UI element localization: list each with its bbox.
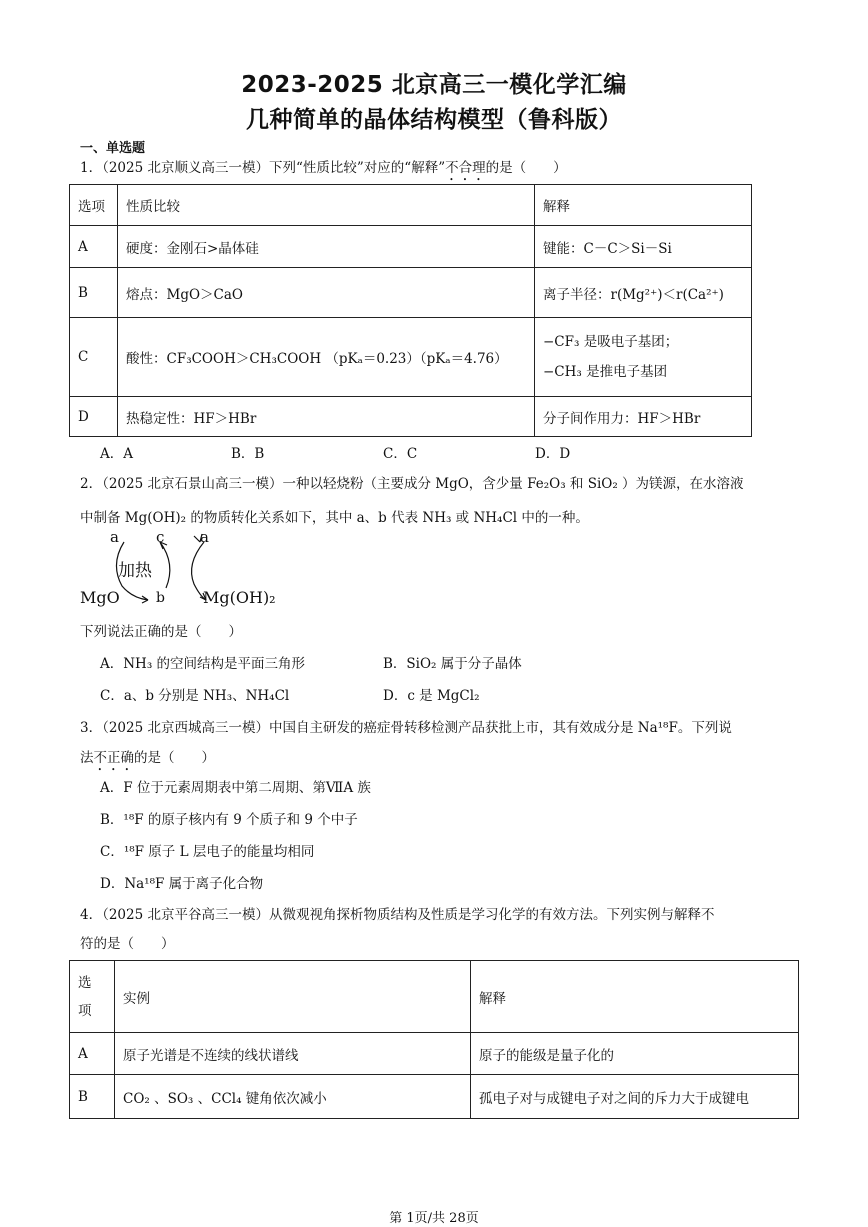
q1-stem: [80, 156, 567, 184]
table-header-cell: 解释: [471, 961, 799, 1033]
table-cell-option: B: [70, 268, 118, 318]
q1-choice-c[interactable]: C．C: [383, 446, 418, 462]
q2-stem-line2: 中制备 Mg(OH)₂ 的物质转化关系如下，其中 a、b 代表 NH₃ 或 NH₄Cl 中的一种。: [80, 510, 589, 526]
label-mgo: MgO: [80, 588, 120, 607]
explanation-line: −CH₃ 是推电子基团: [543, 364, 668, 380]
table-row: [70, 1075, 799, 1119]
q3-stem-line1: 3．（2025 北京西城高三一模）中国自主研发的癌症骨转移检测产品获批上市，其有效成分是 Na¹⁸F。下列说: [80, 720, 732, 736]
q2-choice-d[interactable]: D．c 是 MgCl₂: [383, 688, 480, 704]
label-mgoh2: Mg(OH)₂: [203, 588, 276, 607]
table-cell-option: A: [70, 226, 118, 268]
q3-stem-text: 法: [80, 750, 94, 766]
q1-stem-text: 1．（2025 北京顺义高三一模）下列“性质比较”对应的“解释”: [80, 160, 446, 176]
q2-choice-b[interactable]: B．SiO₂ 属于分子晶体: [383, 656, 522, 672]
label-c: c: [156, 528, 165, 546]
table-cell-example: 原子光谱是不连续的线状谱线: [115, 1033, 471, 1075]
table-cell-property: 酸性：CF₃COOH＞CH₃COOH （pKₐ＝0.23）（pKₐ＝4.76）: [118, 318, 535, 397]
q1-stem-tail: 的是（ ）: [485, 160, 567, 176]
table-cell-property: 热稳定性：HF＞HBr: [118, 397, 535, 437]
label-b: b: [156, 590, 165, 606]
q1-choice-a[interactable]: A．A: [100, 446, 133, 462]
table-cell-explanation: 离子半径：r(Mg²⁺)＜r(Ca²⁺): [535, 268, 752, 318]
q3-choice-c[interactable]: C．¹⁸F 原子 L 层电子的能量均相同: [100, 844, 315, 860]
table-cell-example: CO₂ 、SO₃ 、CCl₄ 键角依次减小: [115, 1075, 471, 1119]
q2-question: 下列说法正确的是（ ）: [80, 624, 242, 640]
table-cell-option: D: [70, 397, 118, 437]
q2-choice-c[interactable]: C．a、b 分别是 NH₃、NH₄Cl: [100, 688, 290, 704]
q3-stem-line2: [80, 746, 215, 774]
q1-table: [69, 184, 752, 437]
table-cell-option: C: [70, 318, 118, 397]
explanation-line: −CF₃ 是吸电子基团；: [543, 334, 679, 350]
q3-choice-a[interactable]: A．F 位于元素周期表中第二周期、第ⅦA 族: [100, 780, 371, 796]
table-row: [70, 226, 752, 268]
table-cell-option: B: [70, 1075, 115, 1119]
q1-choice-d[interactable]: D．D: [535, 446, 571, 462]
q4-table: [69, 960, 799, 1119]
table-row: [70, 397, 752, 437]
table-cell-explanation: 孤电子对与成键电子对之间的斥力大于成键电: [471, 1075, 799, 1119]
q4-stem-line2: 符的是（ ）: [80, 936, 175, 952]
label-a-left: a: [110, 528, 119, 546]
q3-stem-emphasis: 不正确: [93, 750, 134, 766]
table-row: [70, 1033, 799, 1075]
table-cell-explanation: 分子间作用力：HF＞HBr: [535, 397, 752, 437]
header-opt-line: 选: [78, 974, 92, 991]
table-header-cell: 解释: [535, 185, 752, 226]
q3-choice-d[interactable]: D．Na¹⁸F 属于离子化合物: [100, 876, 264, 892]
header-opt-line: 项: [78, 1002, 92, 1019]
table-header-row: [70, 961, 799, 1033]
table-cell-property: 硬度：金刚石>晶体硅: [118, 226, 535, 268]
table-cell-option: A: [70, 1033, 115, 1075]
q4-stem-line1: 4．（2025 北京平谷高三一模）从微观视角探析物质结构及性质是学习化学的有效方法。下列实例与解释不: [80, 907, 715, 923]
page-footer: 第 1页/共 28页: [389, 1211, 479, 1226]
table-header-cell: 实例: [115, 961, 471, 1033]
table-header-cell: [70, 961, 115, 1033]
page-subtitle: 几种简单的晶体结构模型（鲁科版）: [246, 107, 622, 133]
label-a-right: a: [200, 528, 209, 546]
table-row: [70, 268, 752, 318]
reaction-diagram: [76, 528, 286, 612]
q2-choice-a[interactable]: A．NH₃ 的空间结构是平面三角形: [100, 656, 306, 672]
q1-stem-emphasis: 不合理: [445, 160, 486, 176]
table-cell-property: 熔点：MgO＞CaO: [118, 268, 535, 318]
table-cell-explanation: 键能：C－C＞Si－Si: [535, 226, 752, 268]
table-header-cell: 选项: [70, 185, 118, 226]
table-cell-explanation: [535, 318, 752, 397]
table-row: [70, 318, 752, 397]
q2-stem-line1: 2．（2025 北京石景山高三一模）一种以轻烧粉（主要成分 MgO，含少量 Fe₂O₃ 和 SiO₂ ）为镁源，在水溶液: [80, 476, 744, 492]
label-heat: 加热: [118, 561, 152, 581]
table-header-cell: 性质比较: [118, 185, 535, 226]
table-header-row: [70, 185, 752, 226]
q1-choice-b[interactable]: B．B: [231, 446, 265, 462]
section-heading: 一、单选题: [80, 141, 146, 156]
table-cell-explanation: 原子的能级是量子化的: [471, 1033, 799, 1075]
mid-arc: [160, 542, 170, 588]
q3-stem-tail: 的是（ ）: [134, 750, 215, 766]
page-title: 2023-2025 北京高三一模化学汇编: [241, 72, 627, 98]
q3-choice-b[interactable]: B．¹⁸F 的原子核内有 9 个质子和 9 个中子: [100, 812, 358, 828]
